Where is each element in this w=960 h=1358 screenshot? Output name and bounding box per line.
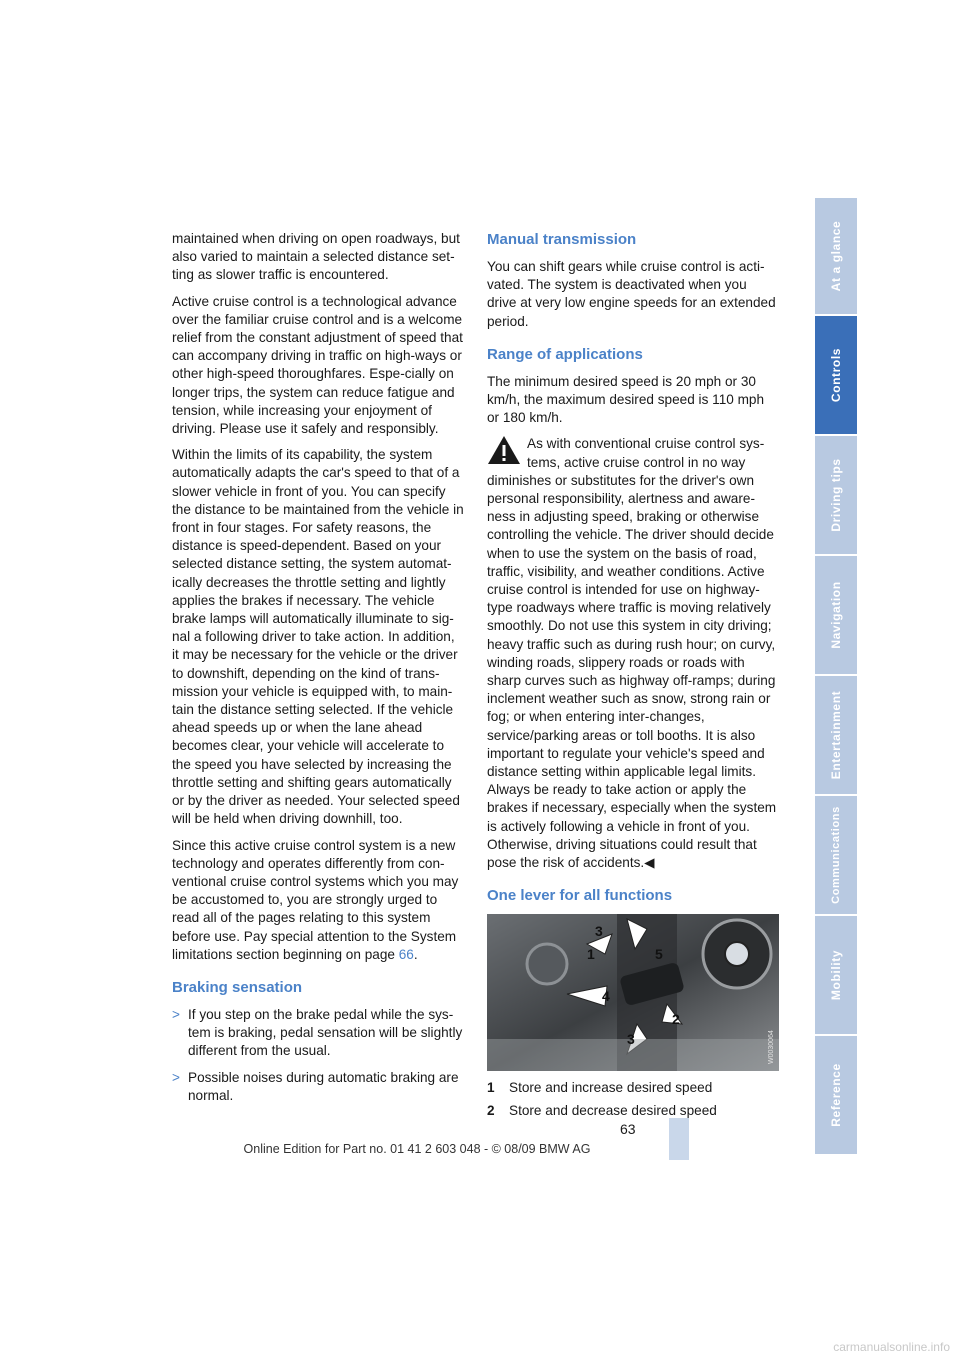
bullet-text: Possible noises during automatic braking are normal. [188, 1069, 459, 1103]
figure-label-2: 2 [672, 1011, 680, 1028]
end-mark: ◀ [644, 855, 655, 871]
bullet-item [172, 1006, 464, 1061]
bullet-text: If you step on the brake pedal while the sys-tem is braking, pedal sensation will be slightly different from the usual. [188, 1006, 463, 1059]
paragraph: The minimum desired speed is 20 mph or 30 km/h, the maximum desired speed is 110 mph or 180 km/h. [487, 373, 765, 426]
paragraph: You can shift gears while cruise control is acti-vated. The system is deactivated when you drive at very low engine speeds for an extended period. [487, 259, 776, 329]
footer-text: Online Edition for Part no. 01 41 2 603 048 - © 08/09 BMW AG [243, 1142, 591, 1156]
figure-label-4: 4 [602, 988, 610, 1005]
figure-code: W0030064 [768, 1030, 775, 1065]
page-link[interactable]: 66 [398, 946, 414, 962]
left-column [172, 230, 464, 1113]
tab-reference[interactable] [815, 1036, 857, 1154]
footer [0, 1142, 960, 1156]
tab-label: Controls [829, 347, 843, 403]
paragraph: Within the limits of its capability, the system automatically adapts the car's speed to that of a slower vehicle in front of you. You can specify the distance to be maintained from the vehicle in front in four stages. For safety reasons, the distance is speed-dependent. Based on your selected distance setting, the system automat-ically decreases the throttle setting and lightly applies the brakes if necessary. The vehicle brake lamps will automatically illuminate to sig-nal a following driver to take action. In addition, it may be necessary for the vehicle or the driver to downshift, depending on the kind of trans-mission your vehicle is equipped with, to main-tain the distance setting selected. If the vehicle ahead speeds up or when the lane ahead becomes clear, your vehicle will accelerate to the speed you have selected by increasing the throttle setting and shifting gears automatically or by the driver as needed. Your selected speed will be held when driving downhill, too. [172, 447, 464, 827]
warning-triangle-icon [487, 435, 521, 465]
tab-communications[interactable] [815, 796, 857, 914]
section-tabs [815, 198, 857, 1156]
tab-label: Navigation [829, 581, 843, 649]
section-heading-braking: Braking sensation [172, 978, 303, 996]
section-heading-manual: Manual transmission [487, 231, 637, 248]
tab-label: Reference [829, 1063, 843, 1127]
figure-label-3-lower: 3 [627, 1031, 635, 1048]
watermark: carmanualsonline.info [833, 1340, 950, 1354]
tab-navigation[interactable] [815, 556, 857, 674]
right-column [487, 230, 779, 1124]
legend-item [487, 1102, 779, 1120]
warning-note [487, 435, 779, 872]
tab-mobility[interactable] [815, 916, 857, 1034]
section-heading-range: Range of applications [487, 345, 643, 363]
paragraph-text: Since this active cruise control system is a new technology and operates differently from con-ventional cruise control systems which you may be accustomed to, you are strongly urged to read all of the pages relating to this system before use. Pay special attention to the System limitations section beginning on page [172, 837, 459, 962]
tab-label: Entertainment [829, 690, 843, 780]
bullet-item [172, 1069, 464, 1105]
tab-label: Communications [830, 806, 842, 904]
legend-text: Store and increase desired speed [509, 1080, 713, 1096]
paragraph [172, 837, 464, 964]
bullet-mark: > [172, 1006, 180, 1022]
paragraph-end: . [413, 946, 418, 962]
paragraph: Active cruise control is a technological advance over the familiar cruise control and is a welcome relief from the constant adjustment of speed that can accompany driving in traffic on high-ways or other high-speed thoroughfares. Espe-cially on longer trips, the system can reduce fatigue and tension, while increasing your enjoyment of driving. Please use it safely and responsibly. [172, 293, 463, 437]
tab-at-a-glance[interactable] [815, 198, 857, 314]
page-number: 63 [620, 1121, 636, 1137]
tab-driving-tips[interactable] [815, 436, 857, 554]
legend-number: 1 [487, 1080, 495, 1096]
tab-label: At a glance [829, 220, 843, 292]
legend-text: Store and decrease desired speed [509, 1102, 717, 1118]
section-heading-lever: One lever for all functions [487, 887, 673, 905]
legend-number: 2 [487, 1102, 495, 1118]
bullet-mark: > [172, 1069, 180, 1085]
tab-label: Mobility [829, 949, 843, 1001]
tab-entertainment[interactable] [815, 676, 857, 794]
figure-label-5: 5 [655, 946, 663, 963]
warning-text: As with conventional cruise control sys-tems, active cruise control in no way diminishes or substitutes for the driver's own personal responsibility, alertness and aware-ness in adjusting speed, braking or otherwise controlling the vehicle. The driver should decide when to use the system on the basis of road, traffic, visibility, and weather conditions. Active cruise control is intended for use on highway-type roadways where traffic is moving relatively smoothly. Do not use this system in city driving; heavy traffic such as during rush hour; on curvy, winding roads, slippery roads or roads with sharp curves such as highway off-ramps; during inclement weather such as snow, strong rain or fog; or when entering inter-changes, service/parking areas or toll booths. It is also important to regulate your vehicle's speed and distance setting within applicable legal limits. Always be ready to take action or apply the brakes if necessary, especially when the system is actively following a vehicle in front of you. Otherwise, driving situations could result that pose the risk of accidents. [487, 436, 777, 871]
legend-item [487, 1079, 779, 1097]
tab-controls[interactable] [815, 316, 857, 434]
lever-illustration [487, 914, 779, 1071]
figure-label-3: 3 [595, 923, 603, 940]
tab-label: Driving tips [829, 458, 843, 532]
paragraph: maintained when driving on open roadways, but also varied to maintain a selected distance set-ting as slower traffic is encountered. [172, 231, 460, 283]
figure-label-1: 1 [587, 946, 595, 963]
lever-figure [487, 914, 779, 1071]
